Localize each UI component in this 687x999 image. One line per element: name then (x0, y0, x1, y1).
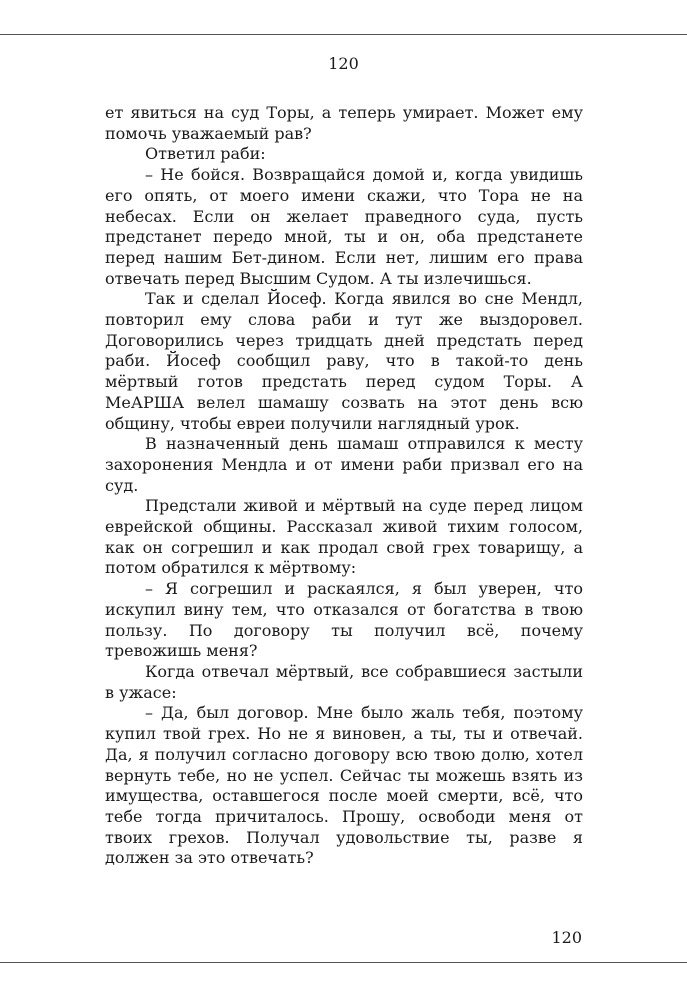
page-number-top: 120 (328, 54, 359, 73)
top-rule (0, 34, 687, 35)
paragraph: Ответил раби: (145, 144, 266, 164)
paragraph: – Да, был договор. Мне было жаль тебя, поэтому купил твой грех. Но не я виновен, а ты, ты и отвечай. Да, я получил согласно договору всю твою долю, хотел вернуть тебе, но не успел. Сейчас ты можешь взять из имущества, оставшегося после моей смерти, всё, что тебе тогда причиталось. Прошу, освободи меня от твоих грехов. Получал удовольствие ты, разве я должен за это отвечать? (105, 703, 583, 868)
paragraph: В назначенный день шамаш отправился к месту захоронения Мендла и от имени раби призвал его на суд. (105, 434, 583, 495)
paragraph: Так и сделал Йосеф. Когда явился во сне Мендл, повторил ему слова раби и тут же выздоровел. Договорились через тридцать дней предстать перед раби. Йосеф сообщил раву, что в такой-то день мёртвый готов предстать перед судом Торы. А МеАРША велел шамашу созвать на этот день всю общину, чтобы евреи получили наглядный урок. (105, 289, 583, 433)
paragraph: – Я согрешил и раскаялся, я был уверен, что искупил вину тем, что отказался от богатства в твою пользу. По договору ты получил всё, почему тревожишь меня? (105, 579, 583, 661)
paragraph: Когда отвечал мёртвый, все собравшиеся застыли в ужасе: (105, 661, 583, 702)
page-number-bottom: 120 (551, 928, 582, 947)
body-text (105, 103, 583, 869)
paragraph: ет явиться на суд Торы, а теперь умирает. Может ему помочь уважаемый рав? (105, 103, 583, 143)
paragraph: Предстали живой и мёртвый на суде перед лицом еврейской общины. Рассказал живой тихим голосом, как он согрешил и как продал свой грех товарищу, а потом обратился к мёртвому: (105, 496, 583, 578)
paragraph: – Не бойся. Возвращайся домой и, когда увидишь его опять, от моего имени скажи, что Тора не на небесах. Если он желает праведного суда, пусть предстанет передо мной, ты и он, оба предстанете перед нашим Бет-дином. Если нет, лишим его права отвечать перед Высшим Судом. А ты излечишься. (105, 165, 583, 288)
bottom-rule (0, 962, 687, 963)
